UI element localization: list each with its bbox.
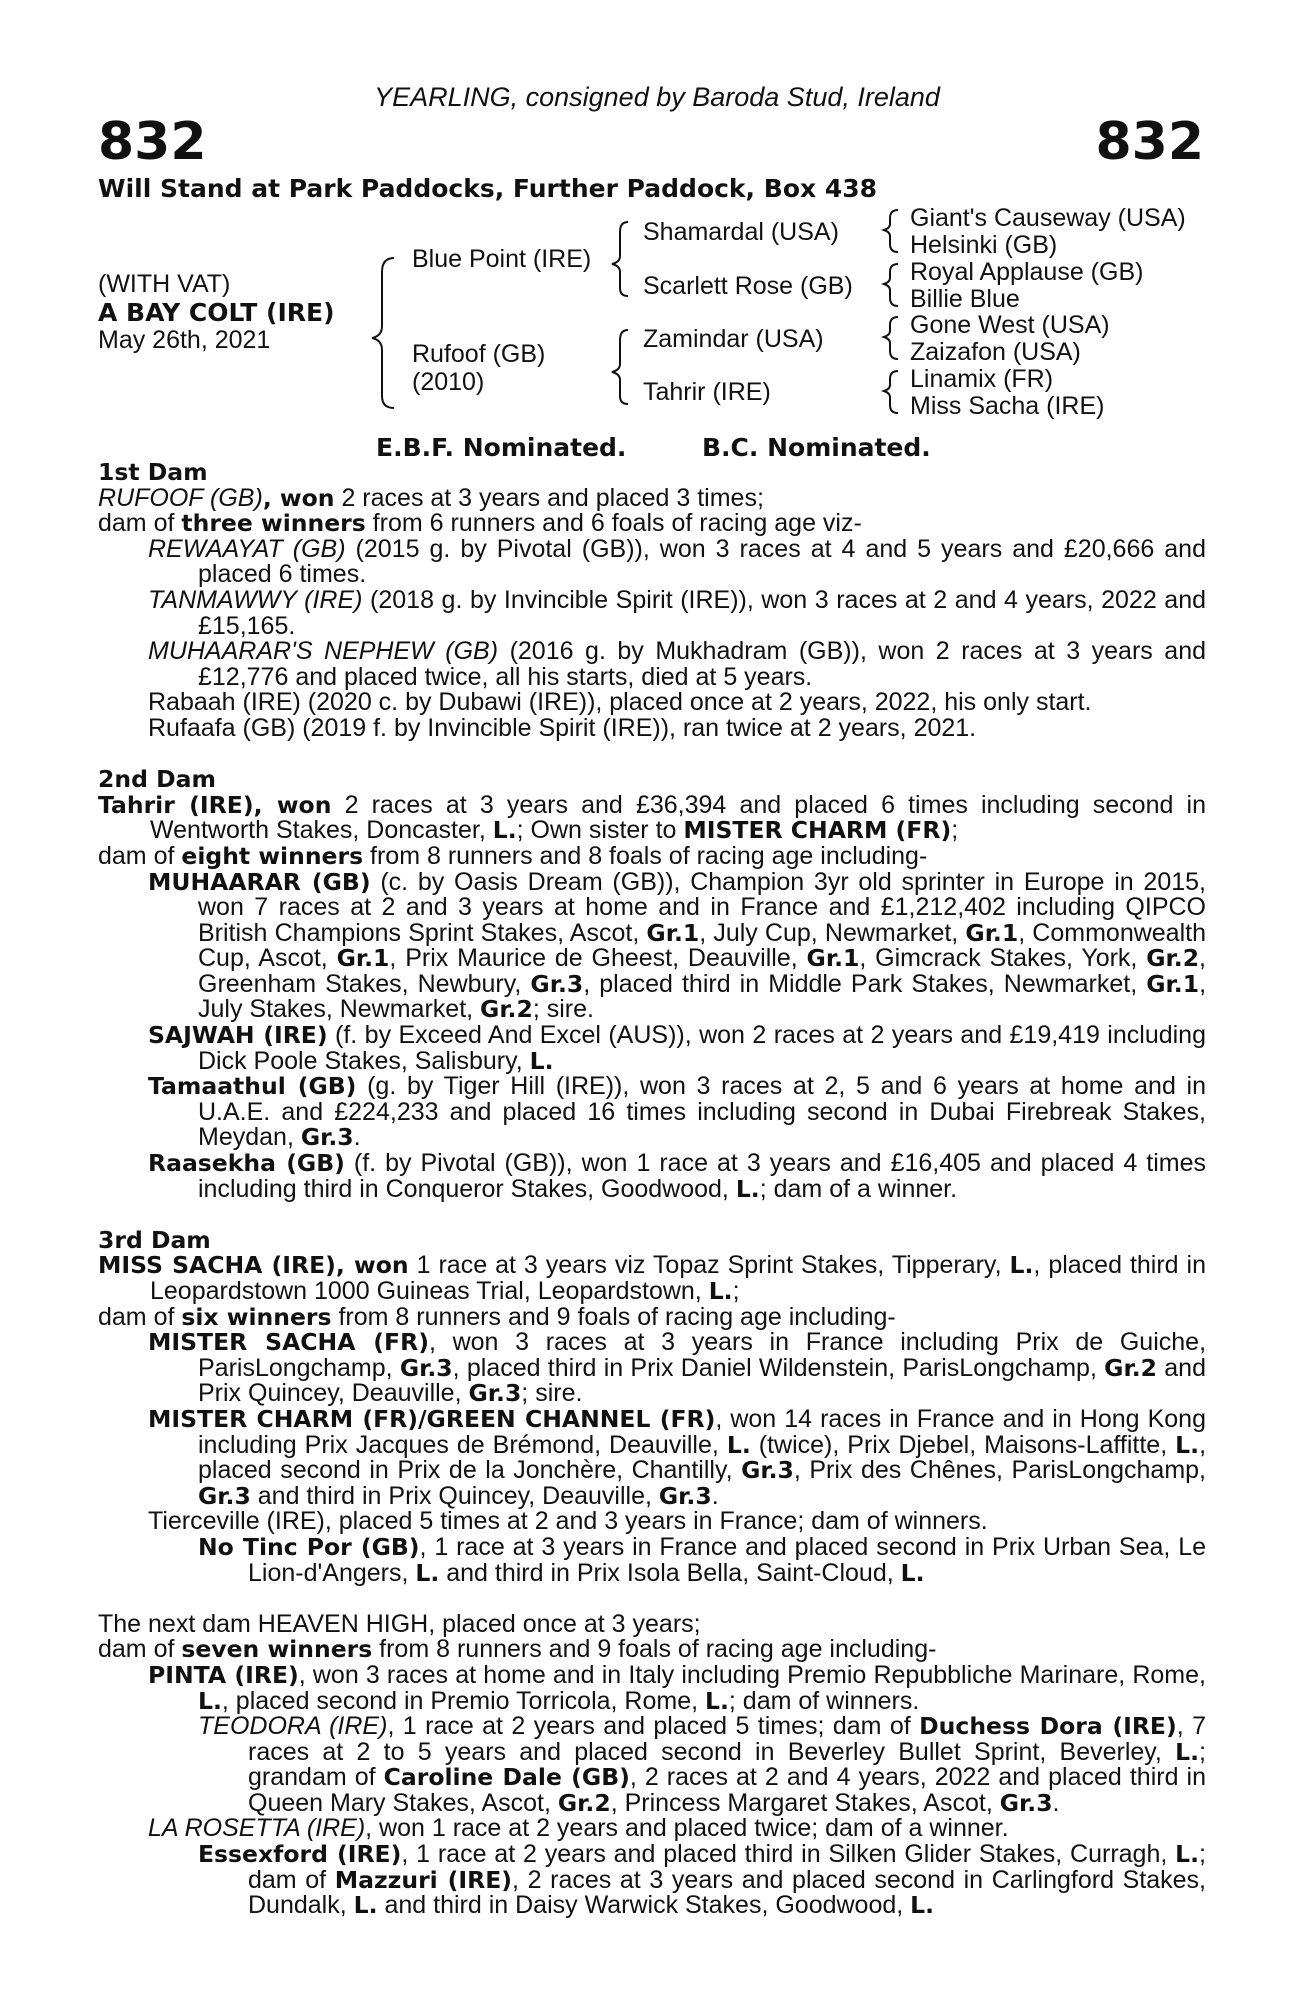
- produce-entry: SAJWAH (IRE) (f. by Exceed And Excel (AUS)), won 2 races at 2 years and £19,419 including Dick Poole Stakes, Salisbury, L.: [148, 1021, 1206, 1075]
- third-gen-8: Miss Sacha (IRE): [910, 392, 1105, 420]
- produce-entry: Tierceville (IRE), placed 5 times at 2 and 3 years in France; dam of winners.: [148, 1507, 988, 1536]
- third-gen-5: Gone West (USA): [910, 311, 1110, 339]
- third-gen-4: Billie Blue: [910, 285, 1020, 313]
- sire-dam: Scarlett Rose (GB): [643, 272, 853, 300]
- third-gen-6: Zaizafon (USA): [910, 338, 1081, 366]
- horse-name: A BAY COLT (IRE): [98, 298, 335, 327]
- produce-entry: TEODORA (IRE), 1 race at 2 years and placed 5 times; dam of Duchess Dora (IRE), 7 races at 2 to 5 years and placed second in Beverley Bullet Sprint, Beverley, L.; grandam of Caroline Dale (GB), 2 races at 2 and 4 years, 2022 and placed third in Queen Mary Stakes, Ascot, Gr.2, Princess Margaret Stakes, Ascot, Gr.3.: [198, 1712, 1206, 1817]
- lot-number-right: 832: [1095, 112, 1204, 172]
- produce-entry: MUHAARAR'S NEPHEW (GB) (2016 g. by Mukhadram (GB)), won 2 races at 3 years and £12,776 and placed twice, all his starts, died at 5 years.: [148, 637, 1207, 691]
- sire: Blue Point (IRE): [412, 245, 592, 273]
- third-gen-7: Linamix (FR): [910, 365, 1054, 393]
- stabling-line: Will Stand at Park Paddocks, Further Paddock, Box 438: [98, 174, 878, 203]
- third-dam-record: MISS SACHA (IRE), won 1 race at 3 years viz Topaz Sprint Stakes, Tipperary, L., placed third in Leopardstown 1000 Guineas Trial, Leopardstown, L.;: [98, 1251, 1207, 1305]
- produce-entry: MISTER CHARM (FR)/GREEN CHANNEL (FR), won 14 races in France and in Hong Kong including Prix Jacques de Brémond, Deauville, L. (twice), Prix Djebel, Maisons-Laffitte, L., placed second in Prix de la Jonchère, Chantilly, Gr.3, Prix des Chênes, ParisLongchamp, Gr.3 and third in Prix Quincey, Deauville, Gr.3.: [148, 1404, 1207, 1510]
- sire-sire: Shamardal (USA): [643, 218, 839, 246]
- produce-entry: REWAAYAT (GB) (2015 g. by Pivotal (GB)), won 3 races at 4 and 5 years and £20,666 and placed 6 times.: [148, 534, 1206, 589]
- dam-dam: Tahrir (IRE): [643, 378, 771, 406]
- produce-entry: Rabaah (IRE) (2020 c. by Dubawi (IRE)), placed once at 2 years, 2022, his only start.: [148, 688, 1092, 717]
- dam-year: (2010): [412, 368, 485, 396]
- fourth-dam-record: The next dam HEAVEN HIGH, placed once at 3 years;: [98, 1609, 701, 1638]
- third-gen-1: Giant's Causeway (USA): [910, 204, 1186, 232]
- dam: Rufoof (GB): [412, 340, 546, 368]
- produce-entry: LA ROSETTA (IRE), won 1 race at 2 years and placed twice; dam of a winner.: [148, 1814, 1009, 1843]
- pedigree-brackets: [0, 0, 1314, 460]
- vat-label: (WITH VAT): [98, 270, 231, 298]
- fourth-dam-produce-summary: dam of seven winners from 8 runners and 9 foals of racing age including-: [98, 1635, 937, 1664]
- third-gen-3: Royal Applause (GB): [910, 258, 1144, 286]
- produce-entry: MUHAARAR (GB) (c. by Oasis Dream (GB)), Champion 3yr old sprinter in Europe in 2015, won 7 races at 2 and 3 years at home and in France and £1,212,402 including QIPCO British Champions Sprint Stakes, Ascot, Gr.1, July Cup, Newmarket, Gr.1, Commonwealth Cup, Ascot, Gr.1, Prix Maurice de Gheest, Deauville, Gr.1, Gimcrack Stakes, York, Gr.2, Greenham Stakes, Newbury, Gr.3, placed third in Middle Park Stakes, Newmarket, Gr.1, July Stakes, Newmarket, Gr.2; sire.: [148, 867, 1207, 1024]
- second-dam-produce-summary: dam of eight winners from 8 runners and 8 foals of racing age including-: [98, 841, 928, 870]
- produce-entry: Raasekha (GB) (f. by Pivotal (GB)), won 1 race at 3 years and £16,405 and placed 4 times including third in Conqueror Stakes, Goodwood, L.; dam of a winner.: [148, 1149, 1206, 1203]
- second-dam-heading: 2nd Dam: [98, 765, 216, 794]
- third-dam-heading: 3rd Dam: [98, 1225, 211, 1254]
- second-dam-record: Tahrir (IRE), won 2 races at 3 years and £36,394 and placed 6 times including second in Wentworth Stakes, Doncaster, L.; Own sister to MISTER CHARM (FR);: [98, 790, 1206, 845]
- consignor-line: YEARLING, consigned by Baroda Stud, Ireland: [374, 82, 940, 112]
- ebf-nomination: E.B.F. Nominated.: [376, 433, 627, 462]
- produce-entry: PINTA (IRE), won 3 races at home and in Italy including Premio Repubbliche Marinare, Rome, L., placed second in Premio Torricola, Rome, L.; dam of winners.: [148, 1660, 1206, 1715]
- produce-entry: MISTER SACHA (FR), won 3 races at 3 years in France including Prix de Guiche, ParisLongchamp, Gr.3, placed third in Prix Daniel Wildenstein, ParisLongchamp, Gr.2 and Prix Quincey, Deauville, Gr.3; sire.: [148, 1328, 1207, 1408]
- lot-number-left: 832: [98, 112, 207, 172]
- foaling-date: May 26th, 2021: [98, 326, 271, 354]
- produce-entry: TANMAWWY (IRE) (2018 g. by Invincible Spirit (IRE)), won 3 races at 2 and 4 years, 2022 and £15,165.: [148, 585, 1206, 640]
- first-dam-record: RUFOOF (GB), won 2 races at 3 years and placed 3 times;: [98, 483, 764, 512]
- bc-nomination: B.C. Nominated.: [702, 433, 931, 462]
- first-dam-heading: 1st Dam: [98, 458, 208, 486]
- first-dam-produce-summary: dam of three winners from 6 runners and 6 foals of racing age viz-: [98, 509, 862, 538]
- produce-entry: No Tinc Por (GB), 1 race at 3 years in France and placed second in Prix Urban Sea, Le Lion-d'Angers, L. and third in Prix Isola Bella, Saint-Cloud, L.: [198, 1532, 1206, 1587]
- third-gen-2: Helsinki (GB): [910, 231, 1058, 259]
- first-dam-section: [98, 460, 1206, 1919]
- produce-entry: Rufaafa (GB) (2019 f. by Invincible Spirit (IRE)), ran twice at 2 years, 2021.: [148, 713, 977, 742]
- dam-sire: Zamindar (USA): [643, 325, 824, 353]
- produce-entry: Essexford (IRE), 1 race at 2 years and placed third in Silken Glider Stakes, Curragh, L.; dam of Mazzuri (IRE), 2 races at 3 years and placed second in Carlingford Stakes, Dundalk, L. and third in Daisy Warwick Stakes, Goodwood, L.: [198, 1840, 1207, 1920]
- third-dam-produce-summary: dam of six winners from 8 runners and 9 foals of racing age including-: [98, 1302, 896, 1331]
- produce-entry: Tamaathul (GB) (g. by Tiger Hill (IRE)), won 3 races at 2, 5 and 6 years at home and in U.A.E. and £224,233 and placed 16 times including second in Dubai Firebreak Stakes, Meydan, Gr.3.: [148, 1072, 1206, 1152]
